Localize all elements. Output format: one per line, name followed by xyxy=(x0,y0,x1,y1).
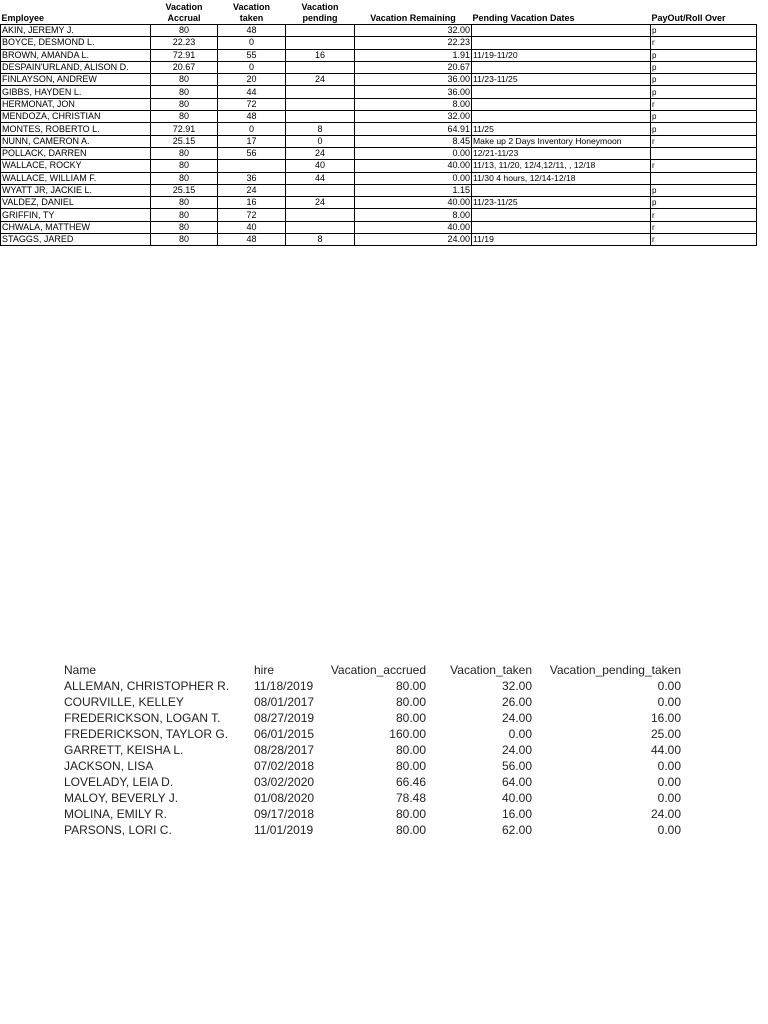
vacation-pending-cell: 8 xyxy=(286,234,355,246)
table-row xyxy=(1,172,757,184)
vacation-taken-cell: 48 xyxy=(218,234,286,246)
vacation-pending-taken-cell: 0.00 xyxy=(657,759,681,773)
vacation-taken-cell: 20 xyxy=(218,74,286,86)
header-vacation-remaining: Vacation Remaining xyxy=(370,13,456,23)
vacation-pending-cell: 16 xyxy=(286,49,355,61)
vacation-taken-cell: 44 xyxy=(218,86,286,98)
vacation-remaining-cell: 40.00 xyxy=(355,160,472,172)
vacation-taken-cell: 62.00 xyxy=(501,823,532,837)
vacation-remaining-cell: 0.00 xyxy=(355,147,472,159)
pending-dates-cell: 11/13, 11/20, 12/4,12/11, , 12/18 xyxy=(472,160,651,172)
employee-cell: DESPAIN'URLAND, ALISON D. xyxy=(1,61,151,73)
vacation-pending-cell: 24 xyxy=(286,147,355,159)
vacation-pending-cell xyxy=(286,86,355,98)
vacation-accrual-cell: 80 xyxy=(151,147,218,159)
vacation-taken-cell: 0 xyxy=(218,123,286,135)
name-cell: ALLEMAN, CHRISTOPHER R. xyxy=(64,679,230,693)
vacation-taken-cell xyxy=(218,160,286,172)
hire-date-cell: 11/01/2019 xyxy=(254,823,314,837)
payout-cell: p xyxy=(651,49,757,61)
pending-dates-cell xyxy=(472,25,651,37)
vacation-taken-cell: 24.00 xyxy=(501,743,532,757)
table-row xyxy=(1,160,757,172)
vacation-remaining-cell: 8.00 xyxy=(355,98,472,110)
vacation-taken-cell: 72 xyxy=(218,209,286,221)
vacation-remaining-cell: 24.00 xyxy=(355,234,472,246)
pending-dates-cell xyxy=(472,86,651,98)
vacation-pending-cell xyxy=(286,61,355,73)
header-vacation-pending-taken: Vacation_pending_taken xyxy=(549,663,681,677)
payout-cell: p xyxy=(651,111,757,123)
vacation-taken-cell: 24.00 xyxy=(501,711,532,725)
vacation-remaining-cell: 8.45 xyxy=(355,135,472,147)
vacation-accrual-cell: 80 xyxy=(151,172,218,184)
vacation-accrued-body xyxy=(62,678,683,838)
header-pending-vacation-dates: Pending Vacation Dates xyxy=(472,13,575,23)
vacation-accrual-cell: 80 xyxy=(151,74,218,86)
table-row xyxy=(62,742,683,758)
vacation-taken-cell: 32.00 xyxy=(501,679,532,693)
vacation-accrued-cell: 66.46 xyxy=(395,775,426,789)
vacation-pending-taken-cell: 44.00 xyxy=(650,743,681,757)
vacation-remaining-cell: 36.00 xyxy=(355,86,472,98)
vacation-pending-cell xyxy=(286,209,355,221)
table-row xyxy=(62,822,683,838)
vacation-remaining-cell: 1.15 xyxy=(355,184,472,196)
table-row xyxy=(1,74,757,86)
vacation-pending-cell: 0 xyxy=(286,135,355,147)
vacation-pending-cell xyxy=(286,221,355,233)
vacation-taken-cell: 26.00 xyxy=(501,695,532,709)
table-row xyxy=(1,98,757,110)
payout-cell: r xyxy=(651,37,757,49)
vacation-taken-cell: 17 xyxy=(218,135,286,147)
vacation-accrual-cell: 80 xyxy=(151,221,218,233)
payout-cell xyxy=(651,147,757,159)
vacation-pending-cell: 24 xyxy=(286,74,355,86)
vacation-accrual-cell: 80 xyxy=(151,197,218,209)
payout-cell: p xyxy=(651,86,757,98)
vacation-accrued-cell: 80.00 xyxy=(395,695,426,709)
table-row xyxy=(62,790,683,806)
header-row xyxy=(62,662,683,678)
vacation-pending-cell xyxy=(286,184,355,196)
table-row xyxy=(1,209,757,221)
pending-dates-cell: 11/25 xyxy=(472,123,651,135)
pending-dates-cell: 11/19-11/20 xyxy=(472,49,651,61)
hire-date-cell: 01/08/2020 xyxy=(254,791,315,805)
vacation-accrued-cell: 80.00 xyxy=(395,743,426,757)
employee-cell: AKIN, JEREMY J. xyxy=(1,25,151,37)
table-row xyxy=(1,123,757,135)
name-cell: PARSONS, LORI C. xyxy=(64,823,172,837)
vacation-pending-cell: 8 xyxy=(286,123,355,135)
hire-date-cell: 08/27/2019 xyxy=(254,711,315,725)
vacation-taken-cell: 48 xyxy=(218,25,286,37)
vacation-accrual-cell: 80 xyxy=(151,98,218,110)
vacation-pending-taken-cell: 0.00 xyxy=(657,695,681,709)
vacation-taken-cell: 64.00 xyxy=(501,775,532,789)
payout-cell: r xyxy=(651,160,757,172)
vacation-taken-cell: 56.00 xyxy=(501,759,532,773)
vacation-accrued-table xyxy=(62,662,683,838)
vacation-remaining-cell: 64.91 xyxy=(355,123,472,135)
header-row xyxy=(1,0,757,25)
hire-date-cell: 07/02/2018 xyxy=(254,759,315,773)
table-row xyxy=(62,806,683,822)
employee-cell: WYATT JR, JACKIE L. xyxy=(1,184,151,196)
vacation-pending-taken-cell: 25.00 xyxy=(650,727,681,741)
vacation-pending-taken-cell: 0.00 xyxy=(657,775,681,789)
vacation-remaining-cell: 20.67 xyxy=(355,61,472,73)
table-row xyxy=(62,758,683,774)
vacation-accrued-report xyxy=(62,662,683,838)
employee-cell: MENDOZA, CHRISTIAN xyxy=(1,111,151,123)
vacation-taken-cell: 56 xyxy=(218,147,286,159)
vacation-taken-cell: 72 xyxy=(218,98,286,110)
header-employee: Employee xyxy=(1,13,45,23)
vacation-accrued-cell: 80.00 xyxy=(395,823,426,837)
header-vacation-taken: Vacation taken xyxy=(232,2,270,23)
name-cell: JACKSON, LISA xyxy=(64,759,154,773)
vacation-remaining-cell: 32.00 xyxy=(355,25,472,37)
vacation-remaining-cell: 40.00 xyxy=(355,221,472,233)
header-vacation-pending: Vacation pending xyxy=(301,2,339,23)
employee-cell: CHWALA, MATTHEW xyxy=(1,221,151,233)
employee-cell: FINLAYSON, ANDREW xyxy=(1,74,151,86)
table-row xyxy=(1,25,757,37)
vacation-taken-cell: 16.00 xyxy=(501,807,532,821)
vacation-taken-cell: 16 xyxy=(218,197,286,209)
vacation-taken-cell: 40 xyxy=(218,221,286,233)
vacation-taken-cell: 36 xyxy=(218,172,286,184)
employee-cell: BOYCE, DESMOND L. xyxy=(1,37,151,49)
vacation-accrual-cell: 72.91 xyxy=(151,123,218,135)
table-row xyxy=(62,726,683,742)
name-cell: FREDERICKSON, LOGAN T. xyxy=(64,711,221,725)
vacation-summary-body xyxy=(1,25,757,246)
table-row xyxy=(1,147,757,159)
table-row xyxy=(1,37,757,49)
pending-dates-cell xyxy=(472,61,651,73)
table-row xyxy=(62,694,683,710)
header-vacation-accrued: Vacation_accrued xyxy=(330,663,426,677)
payout-cell: r xyxy=(651,135,757,147)
table-row xyxy=(1,86,757,98)
employee-cell: WALLACE, ROCKY xyxy=(1,160,151,172)
table-row xyxy=(1,111,757,123)
payout-cell: r xyxy=(651,221,757,233)
vacation-pending-taken-cell: 16.00 xyxy=(650,711,681,725)
vacation-accrual-cell: 80 xyxy=(151,160,218,172)
vacation-remaining-cell: 1.91 xyxy=(355,49,472,61)
vacation-taken-cell: 0 xyxy=(218,37,286,49)
payout-cell xyxy=(651,172,757,184)
vacation-accrual-cell: 80 xyxy=(151,234,218,246)
table-row xyxy=(1,197,757,209)
header-vacation-accrual: Vacation Accrual xyxy=(165,2,203,23)
header-payout-roll-over: PayOut/Roll Over xyxy=(651,13,726,23)
employee-cell: VALDEZ, DANIEL xyxy=(1,197,151,209)
payout-cell: p xyxy=(651,197,757,209)
pending-dates-cell xyxy=(472,111,651,123)
employee-cell: GRIFFIN, TY xyxy=(1,209,151,221)
vacation-accrual-cell: 25.15 xyxy=(151,184,218,196)
vacation-taken-cell: 48 xyxy=(218,111,286,123)
vacation-summary-table xyxy=(0,0,757,246)
hire-date-cell: 09/17/2018 xyxy=(254,807,315,821)
vacation-accrued-cell: 80.00 xyxy=(395,679,426,693)
vacation-accrued-cell: 80.00 xyxy=(395,759,426,773)
header-name: Name xyxy=(64,663,97,677)
vacation-remaining-cell: 8.00 xyxy=(355,209,472,221)
vacation-pending-cell xyxy=(286,25,355,37)
payout-cell: p xyxy=(651,25,757,37)
table-row xyxy=(1,221,757,233)
hire-date-cell: 08/01/2017 xyxy=(254,695,315,709)
vacation-pending-cell xyxy=(286,111,355,123)
vacation-accrued-cell: 78.48 xyxy=(395,791,426,805)
pending-dates-cell xyxy=(472,209,651,221)
table-row xyxy=(1,184,757,196)
vacation-summary-sheet xyxy=(0,0,756,246)
payout-cell: p xyxy=(651,61,757,73)
table-row xyxy=(1,135,757,147)
employee-cell: NUNN, CAMERON A. xyxy=(1,135,151,147)
table-row xyxy=(1,61,757,73)
vacation-accrual-cell: 25.15 xyxy=(151,135,218,147)
employee-cell: GIBBS, HAYDEN L. xyxy=(1,86,151,98)
pending-dates-cell: 11/30 4 hours, 12/14-12/18 xyxy=(472,172,651,184)
vacation-pending-cell: 24 xyxy=(286,197,355,209)
vacation-accrual-cell: 72.91 xyxy=(151,49,218,61)
vacation-pending-cell xyxy=(286,98,355,110)
name-cell: GARRETT, KEISHA L. xyxy=(64,743,184,757)
payout-cell: p xyxy=(651,123,757,135)
vacation-accrual-cell: 80 xyxy=(151,25,218,37)
pending-dates-cell xyxy=(472,37,651,49)
vacation-accrued-cell: 160.00 xyxy=(389,727,426,741)
header-vacation-taken: Vacation_taken xyxy=(450,663,532,677)
header-hire: hire xyxy=(254,663,275,677)
hire-date-cell: 06/01/2015 xyxy=(254,727,315,741)
vacation-pending-taken-cell: 24.00 xyxy=(650,807,681,821)
pending-dates-cell: 12/21-11/23 xyxy=(472,147,651,159)
employee-cell: HERMONAT, JON xyxy=(1,98,151,110)
vacation-remaining-cell: 32.00 xyxy=(355,111,472,123)
vacation-accrued-cell: 80.00 xyxy=(395,711,426,725)
vacation-accrual-cell: 20.67 xyxy=(151,61,218,73)
vacation-pending-taken-cell: 0.00 xyxy=(657,791,681,805)
pending-dates-cell xyxy=(472,184,651,196)
vacation-remaining-cell: 0.00 xyxy=(355,172,472,184)
name-cell: COURVILLE, KELLEY xyxy=(64,695,184,709)
vacation-pending-cell: 40 xyxy=(286,160,355,172)
vacation-taken-cell: 55 xyxy=(218,49,286,61)
vacation-pending-cell xyxy=(286,37,355,49)
name-cell: MALOY, BEVERLY J. xyxy=(64,791,179,805)
employee-cell: POLLACK, DARREN xyxy=(1,147,151,159)
table-row xyxy=(62,710,683,726)
payout-cell: p xyxy=(651,184,757,196)
pending-dates-cell: 11/19 xyxy=(472,234,651,246)
table-row xyxy=(62,774,683,790)
employee-cell: MONTES, ROBERTO L. xyxy=(1,123,151,135)
vacation-taken-cell: 40.00 xyxy=(501,791,532,805)
vacation-taken-cell: 0.00 xyxy=(508,727,532,741)
hire-date-cell: 03/02/2020 xyxy=(254,775,315,789)
payout-cell: r xyxy=(651,209,757,221)
vacation-pending-taken-cell: 0.00 xyxy=(657,823,681,837)
name-cell: LOVELADY, LEIA D. xyxy=(64,775,174,789)
employee-cell: BROWN, AMANDA L. xyxy=(1,49,151,61)
vacation-accrued-cell: 80.00 xyxy=(395,807,426,821)
payout-cell: r xyxy=(651,234,757,246)
pending-dates-cell: 11/23-11/25 xyxy=(472,197,651,209)
table-row xyxy=(62,678,683,694)
pending-dates-cell xyxy=(472,221,651,233)
pending-dates-cell: 11/23-11/25 xyxy=(472,74,651,86)
name-cell: FREDERICKSON, TAYLOR G. xyxy=(64,727,229,741)
vacation-accrual-cell: 22.23 xyxy=(151,37,218,49)
payout-cell: p xyxy=(651,74,757,86)
hire-date-cell: 08/28/2017 xyxy=(254,743,315,757)
employee-cell: STAGGS, JARED xyxy=(1,234,151,246)
vacation-remaining-cell: 40.00 xyxy=(355,197,472,209)
vacation-remaining-cell: 22.23 xyxy=(355,37,472,49)
vacation-taken-cell: 0 xyxy=(218,61,286,73)
pending-dates-cell: Make up 2 Days Inventory Honeymoon xyxy=(472,135,651,147)
payout-cell: r xyxy=(651,98,757,110)
employee-cell: WALLACE, WILLIAM F. xyxy=(1,172,151,184)
vacation-remaining-cell: 36.00 xyxy=(355,74,472,86)
vacation-pending-cell: 44 xyxy=(286,172,355,184)
vacation-accrual-cell: 80 xyxy=(151,111,218,123)
vacation-taken-cell: 24 xyxy=(218,184,286,196)
vacation-accrual-cell: 80 xyxy=(151,209,218,221)
table-row xyxy=(1,49,757,61)
name-cell: MOLINA, EMILY R. xyxy=(64,807,167,821)
table-row xyxy=(1,234,757,246)
hire-date-cell: 11/18/2019 xyxy=(254,679,314,693)
pending-dates-cell xyxy=(472,98,651,110)
vacation-pending-taken-cell: 0.00 xyxy=(657,679,681,693)
vacation-accrual-cell: 80 xyxy=(151,86,218,98)
